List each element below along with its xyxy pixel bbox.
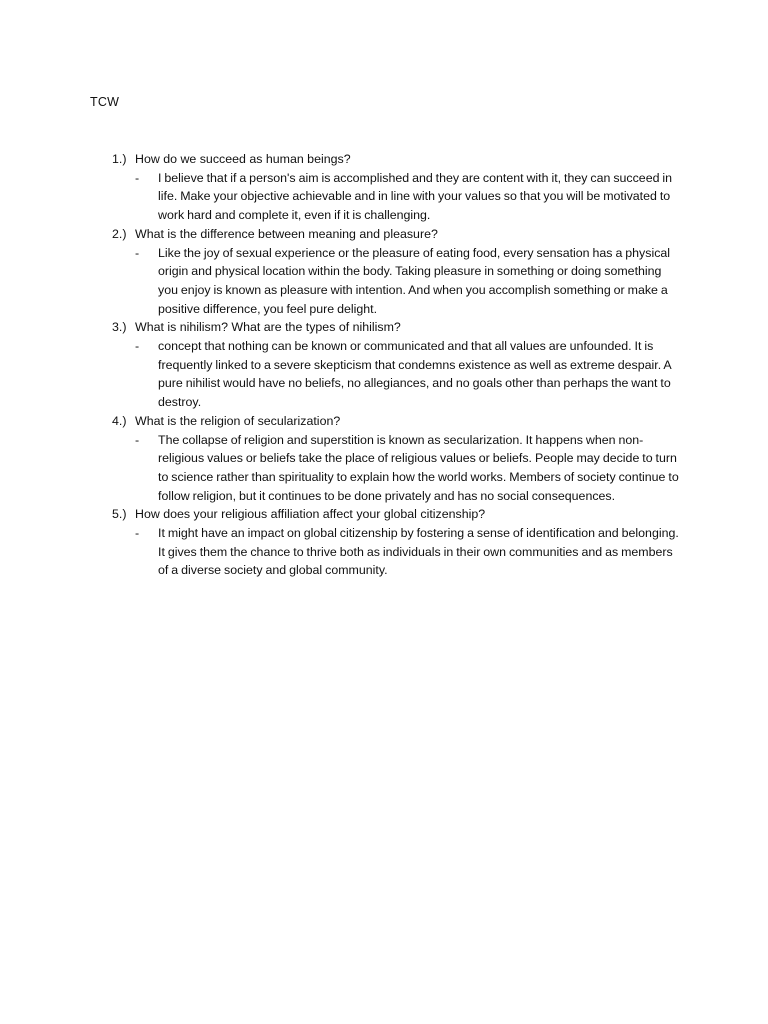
answer-text: Like the joy of sexual experience or the pleasure of eating food, every sensation has a physical origin and physical location within the body. Taking pleasure in something or doing something you enjoy is known as pleasure with intention. And when you accomplish something or make a positive difference, you feel pure delight. xyxy=(158,245,671,316)
question-number: 3.) xyxy=(112,320,127,335)
answer-text: concept that nothing can be known or communicated and that all values are unfounded. It is frequently linked to a severe skepticism that condemns existence as well as extreme despair. A pure nihilist would have no beliefs, no allegiances, and no goals other than perhaps the want to destroy. xyxy=(158,339,671,410)
answer-bullet: - xyxy=(135,432,140,447)
question-text: How does your religious affiliation affect your global citizenship? xyxy=(135,507,486,522)
question xyxy=(112,412,682,431)
answer-text: The collapse of religion and superstition is known as secularization. It happens when non-religious values or beliefs take the place of religious values or beliefs. People may decide to turn to science rather than spirituality to explain how the world works. Members of society continue to follow religion, but it continues to be done privately and has no social consequences. xyxy=(158,432,679,503)
answer xyxy=(135,431,682,506)
answer-bullet: - xyxy=(135,339,140,354)
list-item xyxy=(112,505,682,580)
list-item xyxy=(112,225,682,319)
question-text: What is the religion of secularization? xyxy=(135,413,341,428)
question-number: 5.) xyxy=(112,507,127,522)
question-number: 1.) xyxy=(112,152,127,166)
answer-text: I believe that if a person's aim is accomplished and they are content with it, they can succeed in life. Make your objective achievable and in line with your values so that you will be motivated to work hard and complete it, even if it is challenging. xyxy=(158,170,673,223)
question xyxy=(112,225,682,244)
question-number: 2.) xyxy=(112,226,127,241)
question-text: How do we succeed as human beings? xyxy=(135,152,351,166)
question-answer-list xyxy=(112,150,682,580)
answer-bullet: - xyxy=(135,170,140,185)
answer-text: It might have an impact on global citizenship by fostering a sense of identification and belonging. It gives them the chance to thrive both as individuals in their own communities and as members of a diverse society and global community. xyxy=(158,526,679,578)
answer xyxy=(135,169,682,225)
question xyxy=(112,318,682,337)
question xyxy=(112,505,682,524)
list-item xyxy=(112,150,682,225)
list-item xyxy=(112,412,682,506)
answer xyxy=(135,524,682,580)
document-title: TCW xyxy=(90,95,120,109)
answer xyxy=(135,244,682,319)
answer-bullet: - xyxy=(135,526,140,541)
answer-bullet: - xyxy=(135,245,140,260)
answer xyxy=(135,337,682,412)
question-text: What is nihilism? What are the types of nihilism? xyxy=(135,320,401,335)
question-text: What is the difference between meaning and pleasure? xyxy=(135,226,438,241)
list-item xyxy=(112,318,682,412)
question-number: 4.) xyxy=(112,413,127,428)
question xyxy=(112,150,682,169)
